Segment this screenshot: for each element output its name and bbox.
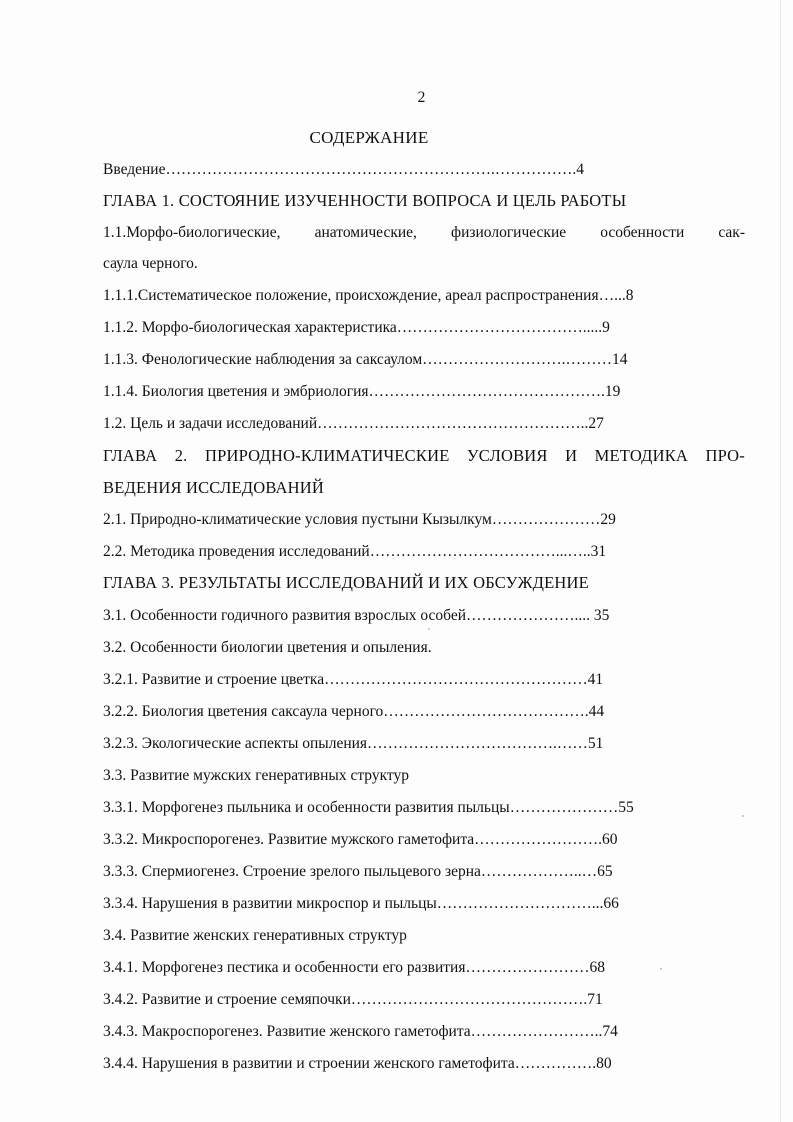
- toc-entry-3-4-3: 3.4.3. Макроспорогенез. Развитие женского гаметофита……………………..74: [103, 1023, 618, 1040]
- scan-speck: [428, 628, 430, 630]
- toc-chapter-2: ГЛАВА 2. ПРИРОДНО-КЛИМАТИЧЕСКИЕ УСЛОВИЯ И МЕТОДИКА ПРО-: [103, 446, 745, 465]
- toc-entry-3-3-2: 3.3.2. Микроспорогенез. Развитие мужского гаметофита…………………….60: [103, 831, 618, 848]
- toc-entry-3-3-4: 3.3.4. Нарушения в развитии микроспор и пыльцы…………………………...66: [103, 895, 619, 912]
- scan-speck: [660, 968, 662, 970]
- toc-entry-2-2: 2.2. Методика проведения исследований………………………………...…..31: [103, 543, 607, 560]
- toc-entry-3-4-2: 3.4.2. Развитие и строение семяпочки……………………………………….71: [103, 991, 603, 1008]
- toc-entry-1-1-4: 1.1.4. Биология цветения и эмбриология……………………………………….19: [103, 383, 621, 400]
- toc-entry-1-1: 1.1.Морфо-биологические, анатомические, физиологические особенности сак-: [103, 224, 745, 241]
- toc-chapter-1: ГЛАВА 1. СОСТОЯНИЕ ИЗУЧЕННОСТИ ВОПРОСА И ЦЕЛЬ РАБОТЫ: [103, 191, 627, 210]
- page-number: 2: [417, 89, 426, 106]
- toc-entry-1-1-continued: саула черного.: [103, 255, 198, 272]
- toc-entry-3-2: 3.2. Особенности биологии цветения и опыления.: [103, 639, 432, 656]
- toc-entry-3-4-1: 3.4.1. Морфогенез пестика и особенности его развития……………………68: [103, 959, 605, 976]
- toc-entry-1-1-3: 1.1.3. Фенологические наблюдения за саксаулом……………………….………14: [103, 351, 628, 368]
- toc-entry-3-2-1: 3.2.1. Развитие и строение цветка……………………………………………41: [103, 671, 604, 688]
- toc-entry-3-1: 3.1. Особенности годичного развития взрослых особей………………….... 35: [103, 607, 610, 624]
- toc-entry-introduction: Введение……………………………………………………….…………….4: [103, 161, 584, 178]
- scan-edge-line: [780, 0, 781, 1122]
- toc-entry-3-4-4: 3.4.4. Нарушения в развитии и строении женского гаметофита…………….80: [103, 1055, 612, 1072]
- toc-entry-3-2-3: 3.2.3. Экологические аспекты опыления……………………………….……51: [103, 735, 604, 752]
- toc-entry-3-2-2: 3.2.2. Биология цветения саксаула черного………………………………….44: [103, 703, 605, 720]
- toc-entry-1-1-2: 1.1.2. Морфо-биологическая характеристика……………………………….....9: [103, 319, 610, 336]
- toc-chapter-2-continued: ВЕДЕНИЯ ИССЛЕДОВАНИЙ: [103, 478, 324, 497]
- scan-speck: [742, 815, 744, 817]
- toc-entry-3-3-1: 3.3.1. Морфогенез пыльника и особенности развития пыльцы…………………55: [103, 799, 634, 816]
- toc-entry-2-1: 2.1. Природно-климатические условия пустыни Кызылкум…………………29: [103, 511, 616, 528]
- toc-entry-1-2: 1.2. Цель и задачи исследований……………………………………………..27: [103, 415, 604, 432]
- toc-entry-1-1-1: 1.1.1.Систематическое положение, происхождение, ареал распространения…...8: [103, 287, 634, 304]
- toc-entry-3-3: 3.3. Развитие мужских генеративных структур: [103, 767, 409, 784]
- toc-entry-3-3-3: 3.3.3. Спермиогенез. Строение зрелого пыльцевого зерна………………..…65: [103, 863, 613, 880]
- toc-chapter-3: ГЛАВА 3. РЕЗУЛЬТАТЫ ИССЛЕДОВАНИЙ И ИХ ОБСУЖДЕНИЕ: [103, 573, 589, 592]
- toc-entry-3-4: 3.4. Развитие женских генеративных структур: [103, 927, 407, 944]
- page-title: СОДЕРЖАНИЕ: [309, 128, 429, 147]
